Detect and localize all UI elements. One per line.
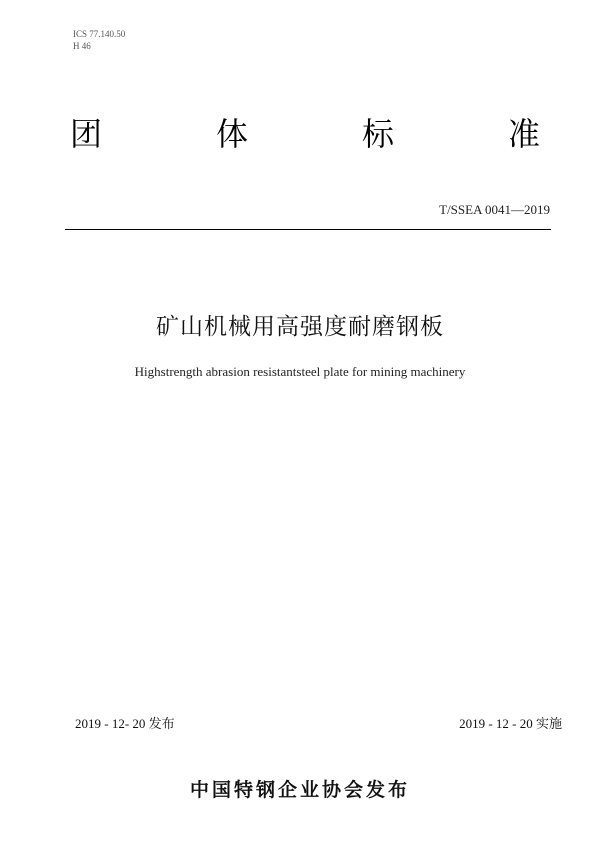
ics-code: ICS 77.140.50 [73, 29, 126, 39]
implementation-date: 2019 - 12 - 20 实施 [459, 716, 562, 731]
standard-type-char: 团 [70, 115, 103, 153]
standard-type-char: 准 [507, 115, 540, 153]
header-divider [65, 229, 551, 230]
classification-codes [73, 28, 125, 52]
title-chinese: 矿山机械用高强度耐磨钢板 [156, 314, 444, 340]
standard-type-char: 体 [215, 115, 248, 153]
issue-date: 2019 - 12- 20 发布 [75, 716, 175, 731]
title-english: Highstrength abrasion resistantsteel plate for mining machinery [134, 364, 466, 379]
ccs-code: H 46 [73, 41, 91, 51]
standard-type-heading [70, 112, 540, 156]
standard-number: T/SSEA 0041—2019 [439, 202, 550, 217]
standard-type-char: 标 [361, 115, 394, 153]
publisher: 中国特钢企业协会发布 [189, 779, 410, 801]
